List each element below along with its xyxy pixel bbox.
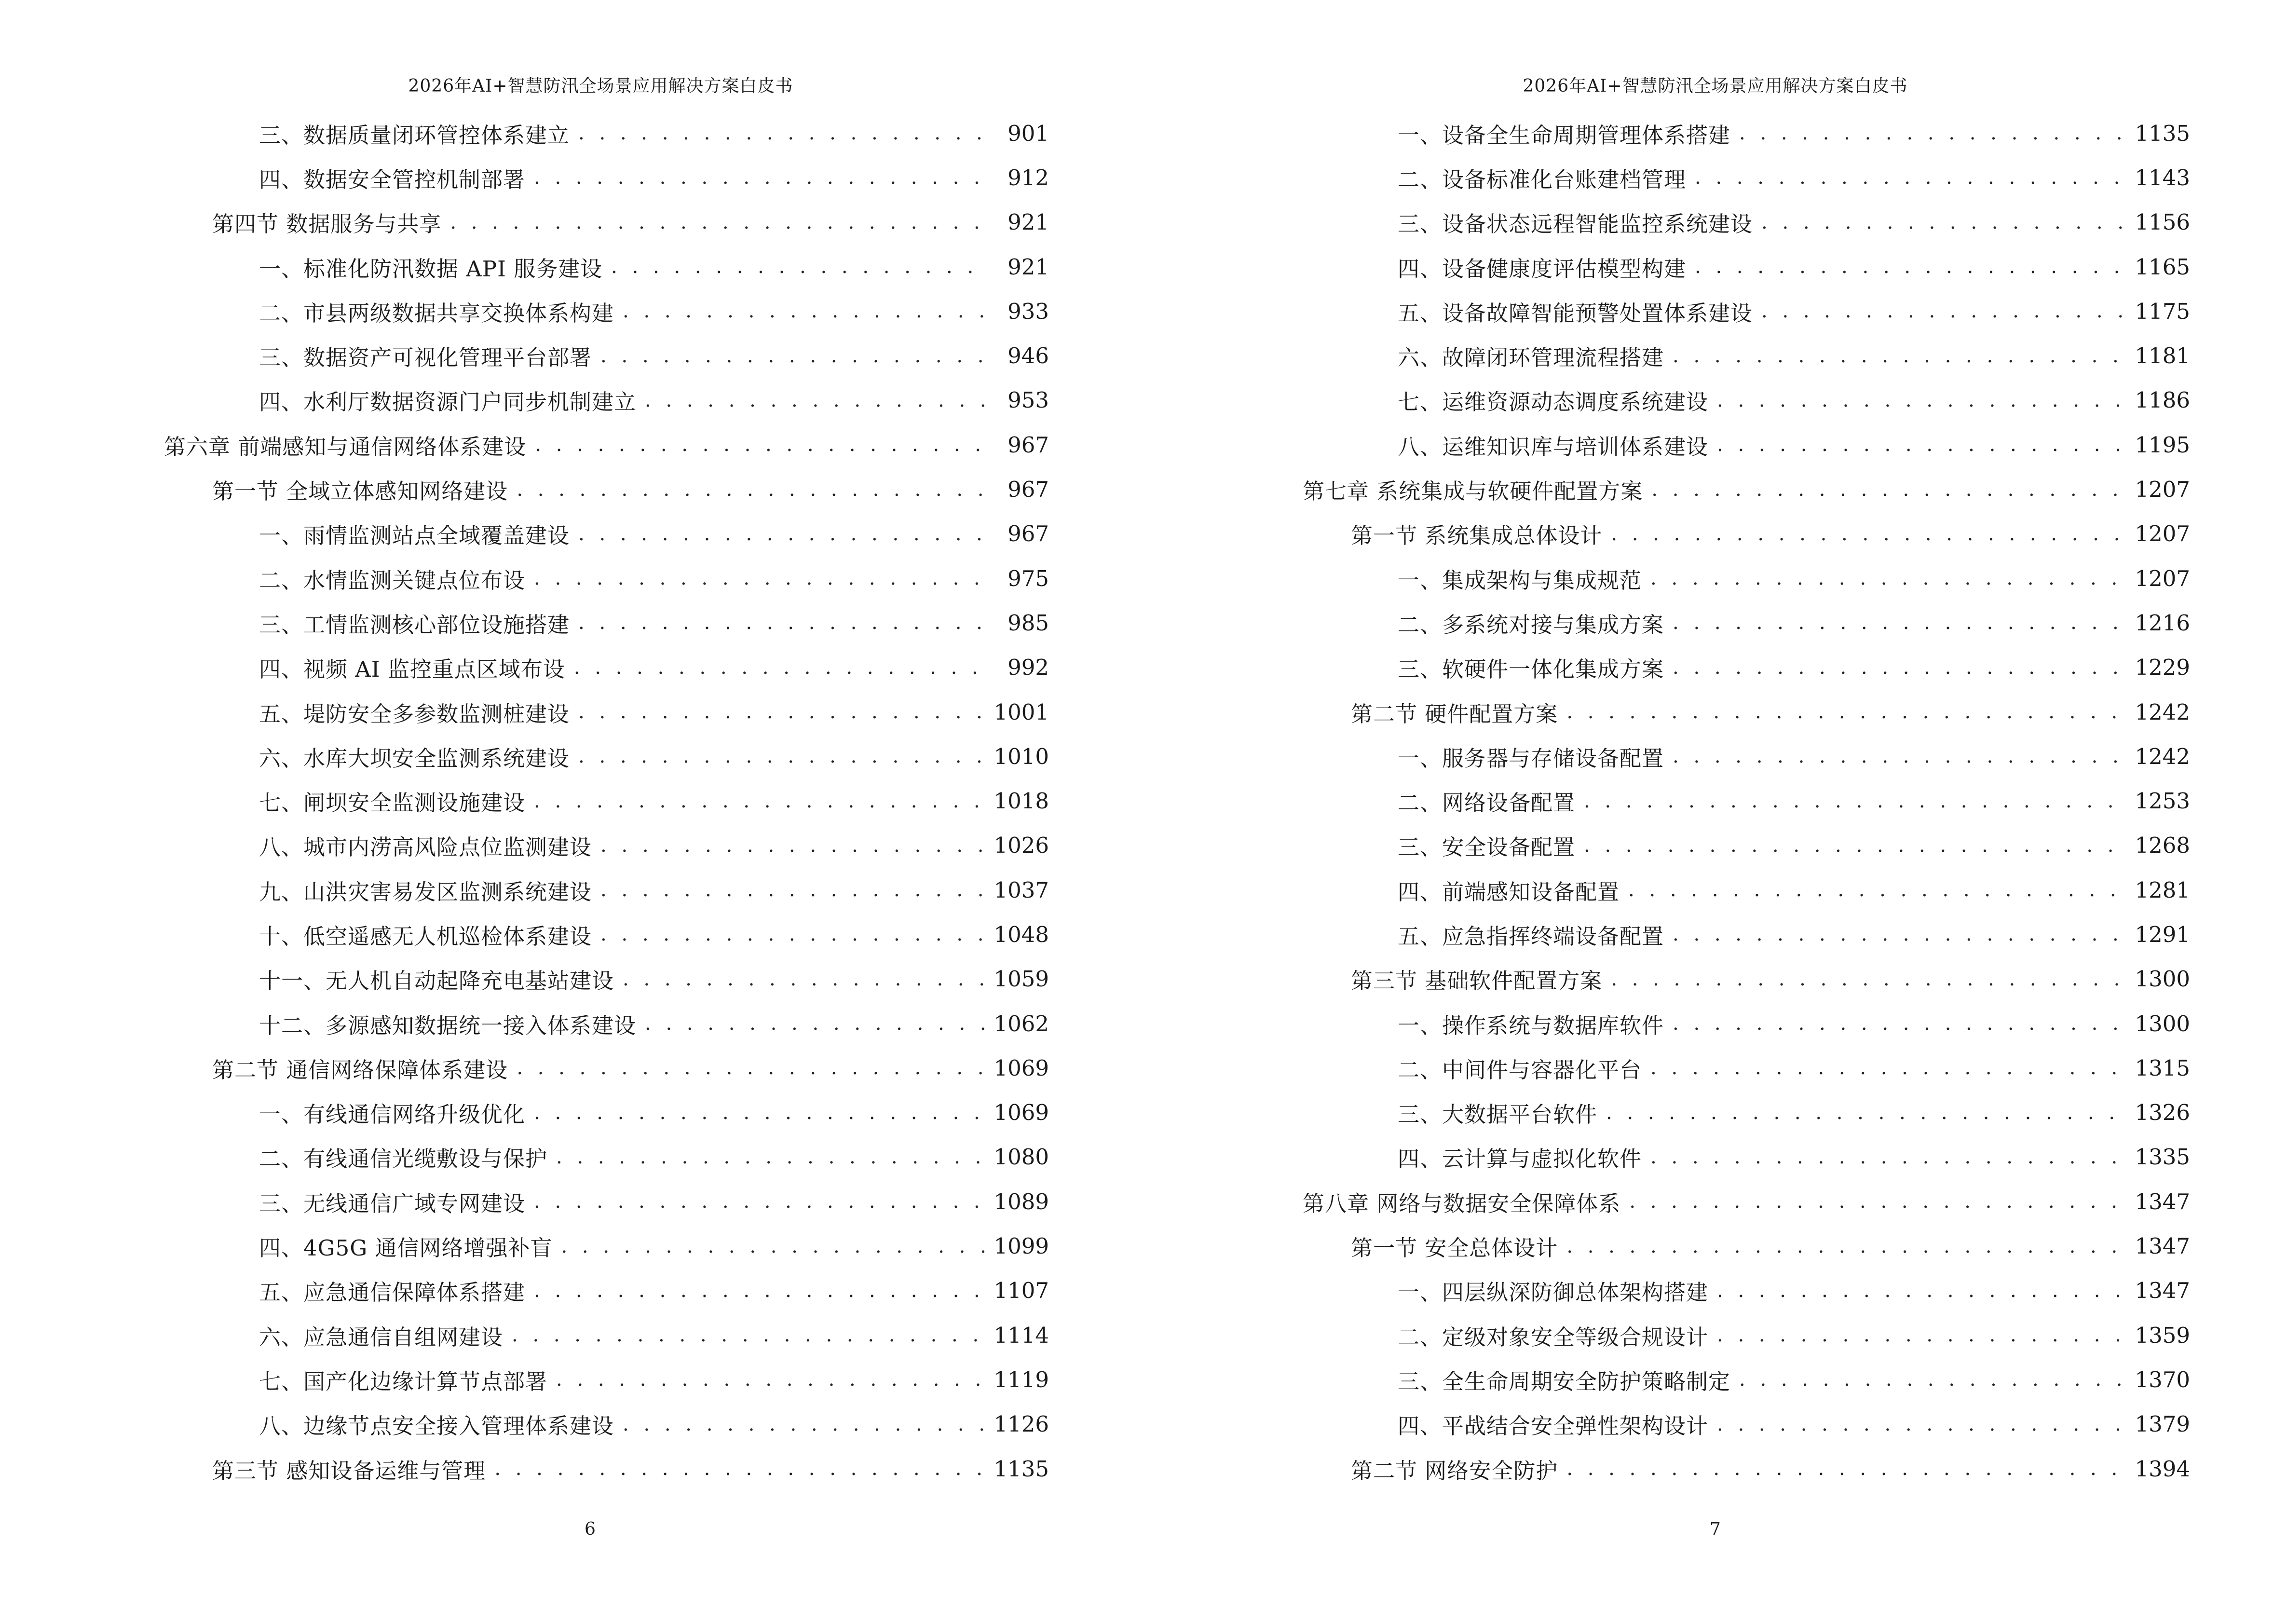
toc-entry[interactable] — [164, 1402, 1049, 1447]
toc-entry-page-number: 1119 — [994, 1366, 1049, 1392]
toc-entry[interactable] — [164, 1001, 1049, 1046]
toc-entry-title: 三、全生命周期安全防护策略制定 — [1398, 1368, 1731, 1394]
dot-leader — [1606, 1103, 2128, 1122]
toc-entry-title: 六、应急通信自组网建设 — [259, 1324, 504, 1350]
toc-entry-page-number: 1281 — [2135, 877, 2190, 903]
toc-entry-page-number: 967 — [1007, 432, 1049, 458]
dot-leader — [1628, 880, 2128, 900]
toc-entry-title: 五、设备故障智能预警处置体系建设 — [1398, 300, 1753, 326]
toc-entry-page-number: 1143 — [2135, 164, 2190, 191]
dot-leader — [1651, 480, 2128, 499]
toc-entry-page-number: 1175 — [2135, 298, 2190, 324]
dot-leader — [1566, 1237, 2128, 1256]
dot-leader — [623, 1415, 987, 1434]
toc-entry[interactable] — [164, 512, 1049, 556]
dot-leader — [1717, 1415, 2128, 1434]
toc-entry-page-number: 1048 — [994, 921, 1049, 947]
toc-entry[interactable] — [1303, 423, 2190, 467]
toc-entry-title: 一、标准化防汛数据 API 服务建设 — [259, 256, 603, 282]
dot-leader — [1650, 569, 2128, 588]
dot-leader — [534, 1281, 987, 1300]
toc-entry[interactable] — [1303, 1091, 2190, 1135]
toc-entry-page-number: 1037 — [994, 877, 1049, 903]
dot-leader — [556, 1370, 987, 1389]
toc-entry-page-number: 1165 — [2135, 254, 2190, 280]
dot-leader — [623, 969, 987, 989]
toc-entry-title: 四、数据安全管控机制部署 — [259, 166, 526, 192]
toc-entry-title: 三、数据资产可视化管理平台部署 — [259, 345, 592, 371]
toc-entry-title: 三、工情监测核心部位设施搭建 — [259, 612, 570, 638]
toc-entry[interactable] — [164, 1313, 1049, 1357]
toc-entry-title: 十二、多源感知数据统一接入体系建设 — [259, 1012, 637, 1038]
toc-entry-page-number: 921 — [1007, 254, 1049, 280]
toc-entry[interactable] — [1303, 778, 2190, 823]
toc-entry[interactable] — [1303, 912, 2190, 956]
toc-entry-title: 第七章 系统集成与软硬件配置方案 — [1303, 478, 1643, 505]
toc-entry-page-number: 1186 — [2135, 387, 2190, 413]
dot-leader — [1611, 524, 2128, 544]
dot-leader — [611, 257, 989, 276]
toc-entry-title: 五、应急指挥终端设备配置 — [1398, 923, 1664, 949]
dot-leader — [1584, 836, 2128, 855]
toc-entry-title: 五、堤防安全多参数监测桩建设 — [259, 701, 570, 727]
dot-leader — [1761, 213, 2128, 232]
toc-entry-title: 第一节 安全总体设计 — [1351, 1235, 1558, 1261]
toc-entry-page-number: 1300 — [2135, 966, 2190, 992]
toc-entry-page-number: 1080 — [994, 1144, 1049, 1170]
toc-entry[interactable] — [1303, 957, 2190, 1001]
toc-entry-title: 二、市县两级数据共享交换体系构建 — [259, 300, 614, 326]
toc-entry-title: 第三节 基础软件配置方案 — [1351, 968, 1603, 994]
dot-leader — [645, 1014, 987, 1033]
toc-entry-title: 四、前端感知设备配置 — [1398, 879, 1620, 905]
toc-entry[interactable] — [1303, 600, 2190, 645]
toc-entry-page-number: 953 — [1007, 387, 1049, 413]
dot-leader — [1584, 792, 2128, 811]
toc-entry-title: 二、水情监测关键点位布设 — [259, 567, 526, 593]
dot-leader — [600, 346, 989, 366]
toc-entry-page-number: 901 — [1007, 120, 1049, 146]
toc-entry-title: 四、平战结合安全弹性架构设计 — [1398, 1413, 1709, 1439]
toc-entry-title: 一、四层纵深防御总体架构搭建 — [1398, 1280, 1709, 1306]
toc-entry-title: 六、水库大坝安全监测系统建设 — [259, 745, 570, 771]
toc-entry[interactable] — [1303, 512, 2190, 556]
toc-entry[interactable] — [164, 1179, 1049, 1224]
toc-entry-page-number: 1107 — [994, 1278, 1049, 1304]
toc-entry-title: 八、城市内涝高风险点位监测建设 — [259, 834, 592, 860]
toc-entry-page-number: 967 — [1007, 521, 1049, 547]
toc-entry[interactable] — [164, 1135, 1049, 1179]
toc-entry[interactable] — [164, 423, 1049, 467]
toc-entry-title: 三、安全设备配置 — [1398, 834, 1576, 860]
toc-entry-title: 七、国产化边缘计算节点部署 — [259, 1368, 548, 1394]
toc-entry[interactable] — [1303, 245, 2190, 289]
toc-entry-title: 八、边缘节点安全接入管理体系建设 — [259, 1413, 614, 1439]
toc-entry-page-number: 1026 — [994, 832, 1049, 859]
dot-leader — [1650, 1147, 2128, 1167]
dot-leader — [517, 480, 989, 499]
toc-entry-page-number: 1207 — [2135, 521, 2190, 547]
dot-leader — [1761, 301, 2128, 321]
dot-leader — [623, 301, 989, 321]
toc-entry[interactable] — [1303, 556, 2190, 600]
toc-entry-page-number: 1347 — [2135, 1233, 2190, 1259]
toc-entry[interactable] — [1303, 467, 2190, 511]
toc-entry-title: 第一节 系统集成总体设计 — [1351, 523, 1603, 549]
toc-entry[interactable] — [164, 912, 1049, 956]
toc-entry-title: 九、山洪灾害易发区监测系统建设 — [259, 879, 592, 905]
toc-entry-page-number: 1242 — [2135, 743, 2190, 769]
toc-entry-title: 一、有线通信网络升级优化 — [259, 1102, 526, 1128]
toc-entry[interactable] — [1303, 111, 2190, 155]
toc-entry-page-number: 933 — [1007, 298, 1049, 324]
toc-entry[interactable] — [1303, 868, 2190, 912]
running-header: 2026年AI+智慧防汛全场景应用解决方案白皮书 — [1523, 76, 1908, 96]
toc-entry[interactable] — [164, 690, 1049, 734]
dot-leader — [578, 123, 989, 143]
toc-entry-page-number: 1135 — [2135, 120, 2190, 146]
dot-leader — [1695, 168, 2128, 187]
toc-entry[interactable] — [1303, 289, 2190, 333]
toc-entry-page-number: 1379 — [2135, 1411, 2190, 1437]
dot-leader — [517, 1058, 987, 1078]
toc-entry[interactable] — [164, 868, 1049, 912]
toc-entry[interactable] — [164, 1269, 1049, 1313]
toc-entry-page-number: 1347 — [2135, 1278, 2190, 1304]
table-of-contents — [164, 111, 1049, 1491]
toc-entry-title: 四、设备健康度评估模型构建 — [1398, 256, 1687, 282]
toc-entry-title: 二、网络设备配置 — [1398, 790, 1576, 816]
dot-leader — [534, 1103, 987, 1122]
toc-entry[interactable] — [1303, 1402, 2190, 1447]
toc-entry[interactable] — [1303, 1269, 2190, 1313]
dot-leader — [600, 836, 987, 855]
toc-entry-page-number: 1069 — [994, 1055, 1049, 1081]
toc-entry-title: 第三节 感知设备运维与管理 — [212, 1458, 486, 1484]
toc-entry-title: 七、闸坝安全监测设施建设 — [259, 790, 526, 816]
dot-leader — [494, 1459, 987, 1478]
toc-entry-title: 第二节 硬件配置方案 — [1351, 701, 1558, 727]
toc-entry[interactable] — [164, 1357, 1049, 1402]
toc-entry[interactable] — [164, 600, 1049, 645]
dot-leader — [535, 435, 989, 454]
dot-leader — [1717, 391, 2128, 410]
toc-entry[interactable] — [1303, 155, 2190, 200]
toc-entry[interactable] — [164, 556, 1049, 600]
dot-leader — [1629, 1192, 2128, 1211]
dot-leader — [534, 569, 989, 588]
toc-entry-page-number: 1156 — [2135, 209, 2190, 235]
dot-leader — [578, 747, 987, 766]
dot-leader — [578, 702, 987, 722]
toc-entry[interactable] — [1303, 333, 2190, 378]
toc-entry-page-number: 1062 — [994, 1010, 1049, 1037]
dot-leader — [534, 168, 989, 187]
dot-leader — [578, 613, 989, 632]
toc-entry-title: 三、数据质量闭环管控体系建立 — [259, 122, 570, 148]
dot-leader — [574, 658, 989, 677]
dot-leader — [534, 1192, 987, 1211]
toc-entry-title: 二、定级对象安全等级合规设计 — [1398, 1324, 1709, 1350]
toc-entry-page-number: 1347 — [2135, 1188, 2190, 1215]
dot-leader — [512, 1325, 987, 1345]
toc-entry-title: 一、集成架构与集成规范 — [1398, 567, 1642, 593]
page-number: 6 — [585, 1519, 596, 1539]
dot-leader — [1695, 257, 2128, 276]
toc-entry-title: 一、雨情监测站点全域覆盖建设 — [259, 523, 570, 549]
toc-entry-title: 第八章 网络与数据安全保障体系 — [1303, 1190, 1621, 1216]
toc-entry-page-number: 1268 — [2135, 832, 2190, 859]
toc-entry[interactable] — [164, 1447, 1049, 1491]
toc-entry-page-number: 1207 — [2135, 477, 2190, 503]
toc-entry-title: 第六章 前端感知与通信网络体系建设 — [164, 434, 527, 460]
toc-entry[interactable] — [1303, 1001, 2190, 1046]
table-of-contents — [1303, 111, 2190, 1491]
dot-leader — [1673, 925, 2128, 944]
toc-entry-page-number: 1242 — [2135, 699, 2190, 725]
toc-entry-page-number: 921 — [1007, 209, 1049, 235]
toc-entry-page-number: 1018 — [994, 788, 1049, 814]
toc-entry[interactable] — [1303, 1135, 2190, 1179]
toc-entry-page-number: 1326 — [2135, 1100, 2190, 1126]
toc-entry[interactable] — [1303, 1224, 2190, 1268]
toc-entry[interactable] — [164, 200, 1049, 245]
toc-entry-title: 第一节 全域立体感知网络建设 — [212, 478, 508, 505]
toc-entry-title: 四、视频 AI 监控重点区域布设 — [259, 656, 565, 682]
toc-entry-page-number: 1335 — [2135, 1144, 2190, 1170]
toc-entry-page-number: 985 — [1007, 610, 1049, 636]
dot-leader — [1717, 435, 2128, 454]
toc-entry-page-number: 1315 — [2135, 1055, 2190, 1081]
dot-leader — [1566, 1459, 2128, 1478]
dot-leader — [1673, 346, 2128, 366]
dot-leader — [1739, 1370, 2128, 1389]
toc-entry-page-number: 1370 — [2135, 1366, 2190, 1392]
dot-leader — [1739, 123, 2128, 143]
dot-leader — [578, 524, 989, 544]
toc-entry-page-number: 1114 — [994, 1322, 1049, 1348]
toc-entry[interactable] — [164, 245, 1049, 289]
dot-leader — [600, 880, 987, 900]
toc-entry[interactable] — [164, 1224, 1049, 1268]
toc-entry[interactable] — [1303, 1179, 2190, 1224]
toc-entry-title: 四、4G5G 通信网络增强补盲 — [259, 1235, 553, 1261]
toc-entry-page-number: 1195 — [2135, 432, 2190, 458]
toc-entry[interactable] — [164, 111, 1049, 155]
toc-entry-page-number: 967 — [1007, 477, 1049, 503]
running-header: 2026年AI+智慧防汛全场景应用解决方案白皮书 — [408, 76, 793, 96]
toc-entry-page-number: 1069 — [994, 1100, 1049, 1126]
toc-entry-title: 一、服务器与存储设备配置 — [1398, 745, 1664, 771]
toc-entry[interactable] — [164, 155, 1049, 200]
toc-entry[interactable] — [164, 289, 1049, 333]
dot-leader — [1673, 613, 2128, 632]
toc-entry[interactable] — [1303, 823, 2190, 868]
toc-entry[interactable] — [164, 378, 1049, 423]
toc-entry-page-number: 1181 — [2135, 343, 2190, 369]
toc-entry[interactable] — [1303, 734, 2190, 778]
toc-entry-title: 二、设备标准化台账建档管理 — [1398, 166, 1687, 192]
toc-entry-page-number: 946 — [1007, 343, 1049, 369]
toc-entry[interactable] — [164, 734, 1049, 778]
dot-leader — [600, 925, 987, 944]
dot-leader — [561, 1237, 987, 1256]
toc-entry[interactable] — [164, 645, 1049, 690]
toc-entry[interactable] — [164, 778, 1049, 823]
dot-leader — [556, 1147, 987, 1167]
toc-entry-title: 四、水利厅数据资源门户同步机制建立 — [259, 389, 637, 415]
toc-entry[interactable] — [1303, 1447, 2190, 1491]
dot-leader — [450, 213, 989, 232]
toc-entry[interactable] — [164, 957, 1049, 1001]
toc-entry-title: 七、运维资源动态调度系统建设 — [1398, 389, 1709, 415]
toc-entry[interactable] — [164, 1091, 1049, 1135]
toc-entry-page-number: 1359 — [2135, 1322, 2190, 1348]
toc-entry[interactable] — [1303, 200, 2190, 245]
toc-entry[interactable] — [1303, 1046, 2190, 1090]
toc-entry-page-number: 992 — [1007, 655, 1049, 681]
toc-entry[interactable] — [164, 333, 1049, 378]
dot-leader — [1673, 747, 2128, 766]
dot-leader — [1673, 658, 2128, 677]
toc-entry-title: 十一、无人机自动起降充电基站建设 — [259, 968, 614, 994]
dot-leader — [1566, 702, 2128, 722]
toc-entry-title: 二、多系统对接与集成方案 — [1398, 612, 1664, 638]
toc-entry-page-number: 1135 — [994, 1456, 1049, 1482]
toc-entry-title: 五、应急通信保障体系搭建 — [259, 1280, 526, 1306]
toc-entry-page-number: 1089 — [994, 1188, 1049, 1215]
toc-entry-title: 二、中间件与容器化平台 — [1398, 1057, 1642, 1083]
toc-entry[interactable] — [164, 823, 1049, 868]
right-page — [1144, 0, 2287, 1624]
toc-entry-title: 二、有线通信光缆敷设与保护 — [259, 1146, 548, 1172]
toc-entry-page-number: 1126 — [994, 1411, 1049, 1437]
toc-entry-title: 三、无线通信广域专网建设 — [259, 1190, 526, 1216]
toc-entry[interactable] — [164, 467, 1049, 511]
page-number: 7 — [1710, 1519, 1721, 1539]
toc-entry-title: 一、操作系统与数据库软件 — [1398, 1012, 1664, 1038]
toc-entry-page-number: 1300 — [2135, 1010, 2190, 1037]
toc-entry-title: 第二节 通信网络保障体系建设 — [212, 1057, 508, 1083]
dot-leader — [645, 391, 989, 410]
toc-entry-page-number: 975 — [1007, 565, 1049, 591]
dot-leader — [1650, 1058, 2128, 1078]
dot-leader — [1673, 1014, 2128, 1033]
toc-entry-title: 三、软硬件一体化集成方案 — [1398, 656, 1664, 682]
toc-entry[interactable] — [1303, 690, 2190, 734]
toc-entry-page-number: 1253 — [2135, 788, 2190, 814]
toc-entry-page-number: 1010 — [994, 743, 1049, 769]
dot-leader — [1611, 969, 2128, 989]
toc-entry-title: 八、运维知识库与培训体系建设 — [1398, 434, 1709, 460]
toc-entry-title: 四、云计算与虚拟化软件 — [1398, 1146, 1642, 1172]
toc-entry-title: 十、低空遥感无人机巡检体系建设 — [259, 923, 592, 949]
toc-entry-title: 三、设备状态远程智能监控系统建设 — [1398, 211, 1753, 237]
toc-entry-title: 三、大数据平台软件 — [1398, 1102, 1598, 1128]
toc-entry-page-number: 1216 — [2135, 610, 2190, 636]
toc-entry-page-number: 1394 — [2135, 1456, 2190, 1482]
toc-entry[interactable] — [164, 1046, 1049, 1090]
toc-entry-title: 第四节 数据服务与共享 — [212, 211, 442, 237]
toc-entry[interactable] — [1303, 1313, 2190, 1357]
toc-entry[interactable] — [1303, 645, 2190, 690]
dot-leader — [1717, 1281, 2128, 1300]
dot-leader — [534, 792, 987, 811]
toc-entry-page-number: 1229 — [2135, 655, 2190, 681]
toc-entry-title: 六、故障闭环管理流程搭建 — [1398, 345, 1664, 371]
toc-entry-page-number: 912 — [1007, 164, 1049, 191]
toc-entry-page-number: 1291 — [2135, 921, 2190, 947]
toc-entry-page-number: 1099 — [994, 1233, 1049, 1259]
toc-entry-title: 一、设备全生命周期管理体系搭建 — [1398, 122, 1731, 148]
toc-entry-title: 第二节 网络安全防护 — [1351, 1458, 1558, 1484]
toc-entry-page-number: 1207 — [2135, 565, 2190, 591]
dot-leader — [1717, 1325, 2128, 1345]
toc-entry-page-number: 1001 — [994, 699, 1049, 725]
toc-entry[interactable] — [1303, 378, 2190, 423]
toc-entry[interactable] — [1303, 1357, 2190, 1402]
toc-entry-page-number: 1059 — [994, 966, 1049, 992]
